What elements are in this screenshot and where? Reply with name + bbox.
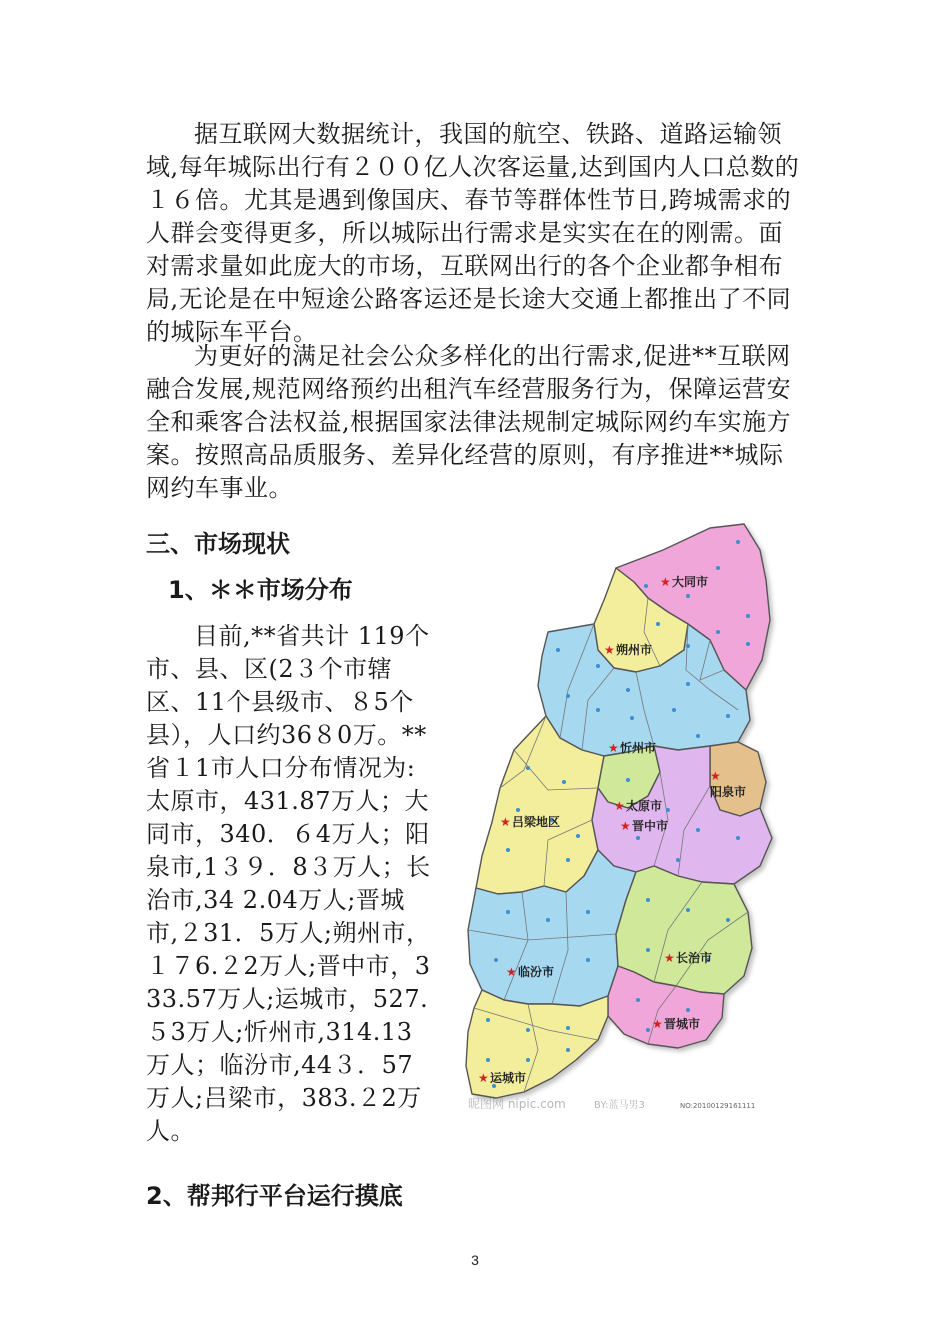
- paragraph-purpose: 为更好的满足社会公众多样化的出行需求,促进**互联网融合发展,规范网络预约出租汽车经营服务行为，保障运营安全和乘客合法权益,根据国家法律法规制定城际网约车实施方案。按照高品质服务、差异化经营的原则，有序推进**城际网约车事业。: [146, 342, 792, 502]
- page-number: 3: [471, 1252, 479, 1268]
- svg-text:★: ★: [608, 741, 619, 755]
- map-city-label: 临汾市: [518, 965, 555, 979]
- map-byline: BY:蓝马男3: [594, 1100, 645, 1111]
- map-city-label: 运城市: [490, 1071, 527, 1085]
- svg-text:★: ★: [652, 1017, 663, 1031]
- svg-text:★: ★: [614, 799, 625, 813]
- map-city-label: 太原市: [626, 799, 663, 813]
- map-city-label: 忻州市: [620, 741, 657, 755]
- map-city-label: 朔州市: [616, 643, 653, 657]
- section-heading-market-status: 三、市场现状: [146, 530, 290, 558]
- svg-text:★: ★: [500, 815, 511, 829]
- svg-text:★: ★: [604, 643, 615, 657]
- svg-text:★: ★: [710, 769, 721, 783]
- province-map-image: [448, 520, 782, 1120]
- map-city-label: 吕梁地区: [512, 815, 561, 829]
- map-city-label: 大同市: [672, 575, 709, 589]
- svg-text:★: ★: [660, 575, 671, 589]
- map-city-label: 晋城市: [664, 1017, 701, 1031]
- paragraph-population: 目前,**省共计 119个市、县、区(2３个市辖区、11个县级市、８5个县），人口约36８0万。**省１1市人口分布情况为:太原市，431.87万人；大同市，340．６4万人；阳泉市,1３９．8３万人；长治市,34 2.04万人;晋城市,２31．5万人;朔州市，１７6.２2万人;晋中市，333.57万人;运城市，527.５3万人;忻州市,314.13万人；临汾市,44３．57万人;吕梁市，383.２2万人。: [146, 622, 431, 1145]
- svg-text:★: ★: [664, 951, 675, 965]
- map-serial-number: NO:20100129161111: [680, 1102, 756, 1110]
- subsection-heading-market-distribution: 1、＊＊市场分布: [168, 576, 353, 604]
- map-city-label: 晋中市: [632, 819, 669, 833]
- map-city-label: 阳泉市: [710, 785, 747, 799]
- map-city-label: 长治市: [676, 951, 713, 965]
- map-watermark: 昵图网 nipic.com: [468, 1097, 566, 1111]
- svg-text:★: ★: [506, 965, 517, 979]
- subsection-heading-platform-survey: 2、帮邦行平台运行摸底: [146, 1182, 403, 1210]
- paragraph-intro: 据互联网大数据统计，我国的航空、铁路、道路运输领域,每年城际出行有２００亿人次客运量,达到国内人口总数的１６倍。尤其是遇到像国庆、春节等群体性节日,跨城需求的人群会变得更多，所以城际出行需求是实实在在的刚需。面对需求量如此庞大的市场，互联网出行的各个企业都争相布局,无论是在中短途公路客运还是长途大交通上都推出了不同的城际车平台。: [146, 120, 800, 346]
- svg-text:★: ★: [478, 1071, 489, 1085]
- svg-text:★: ★: [620, 819, 631, 833]
